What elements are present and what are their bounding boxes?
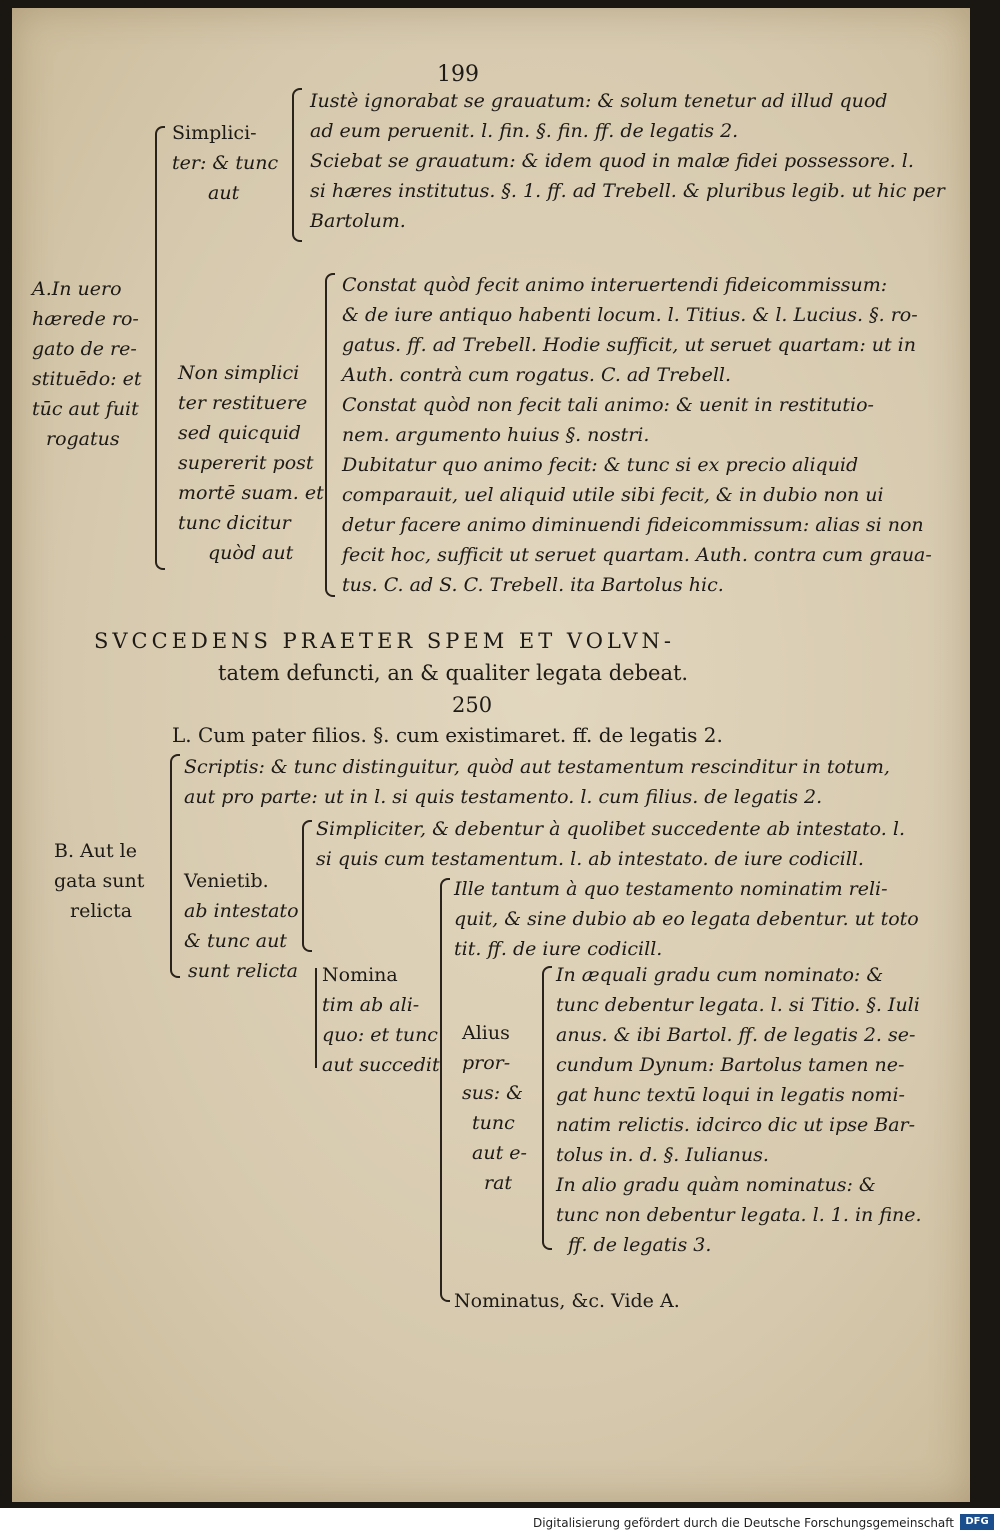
bracket-b <box>170 754 180 978</box>
bracket-nominatim <box>440 878 450 1302</box>
dfg-logo-icon: DFG <box>960 1514 994 1530</box>
bracket-a <box>155 126 165 570</box>
bracket-venientib <box>302 820 312 952</box>
bracket-non-simpliciter <box>325 273 335 597</box>
page-number-top: 199 <box>437 62 479 87</box>
bracket-simpliciter <box>292 88 302 242</box>
section-heading-line2: tatem defuncti, an & qualiter legata debeat. <box>218 661 689 685</box>
page-number-mid: 250 <box>452 693 493 717</box>
footer-text: Digitalisierung gefördert durch die Deutsche Forschungsgemeinschaft <box>532 1516 954 1530</box>
section-heading-line1: SVCCEDENS PRAETER SPEM ET VOLVN- <box>94 629 676 653</box>
citation-line: L. Cum pater filios. §. cum existimaret. ff. de legatis 2. <box>172 723 723 747</box>
book-page: 199 A.In uero hærede ro- gato de re- stituēdo: et tūc aut fuit rogatus Simplici- ter: & tunc aut Iustè ignorabat se grauatum: & solum tenetur ad illud quod ad eum peruenit. l. fin. §. fin. ff. de legatis 2. Sciebat se grauatum: & idem quod in malæ fidei possessore. l. si hæres institutus. §. 1. ff. ad Trebell. & pluribus legib. ut hic per Bartolum. Non simplici ter restituere sed quicquid supererit post mortē suam. et tunc dicitur quòd aut Constat quòd fecit animo interuertendi fideicommissum: & de iure antiquo habenti locum. l. Titius. & l. Lucius. §. ro- gatus. ff. ad Trebell. Hodie sufficit, ut seruet quartam: ut in Auth. contrà cum rogatus. C. ad Trebell. Constat quòd non fecit tali animo: & uenit in restitutio- nem. argumento huius §. nostri. Dubitatur quo animo fecit: & tunc si ex precio aliquid comparauit, uel aliquid utile sibi fecit, & in dubio non ui detur facere animo diminuendi fideicommissum: alias si non fecit hoc, sufficit ut seruet quartam. Auth. contra cum graua- tus. C. ad S. C. Trebell. ita Bartolus hic. SVCCEDENS PRAETER SPEM ET VOLVN- tatem defuncti, an & qualiter legata debeat. 250 L. Cum pater filios. §. cum existimaret. ff. de legatis 2. B. Aut le gata sunt relicta Scriptis: & tunc distinguitur, quòd aut testamentum rescinditur in totum, aut pro parte: ut in l. si quis testamento. l. cum filius. de legatis 2. Venietib. ab intestato & tunc aut sunt relicta Simpliciter, & debentur à quolibet succedente ab intestato. l. si quis cum testamentum. l. ab intestato. de iure codicill. Nomina tim ab ali- quo: et tunc aut succedit Ille tantum à quo testamento nominatim reli- quit, & sine dubio ab eo legata debentur. ut toto tit. ff. de iure codicill. Alius pror- sus: & tunc aut e- rat In æquali gradu cum nominato: & tunc debentur legata. l. si Titio. §. Iuli anus. & ibi Bartol. ff. de legatis 2. se- cundum Dynum: Bartolus tamen ne- gat hunc textū loqui in legatis nomi- natim relictis. idcirco dic ut ipse Bar- tolus in. d. §. Iulianus. In alio gradu quàm nominatus: & tunc non debentur legata. l. 1. in fine. ff. de legatis 3. Nominatus, &c. Vide A. <box>12 8 970 1502</box>
digitization-footer <box>0 1508 1000 1536</box>
bracket-alius <box>542 966 552 1250</box>
nominatus-line: Nominatus, &c. Vide A. <box>454 1290 680 1312</box>
nominatim-rule <box>315 968 317 1068</box>
